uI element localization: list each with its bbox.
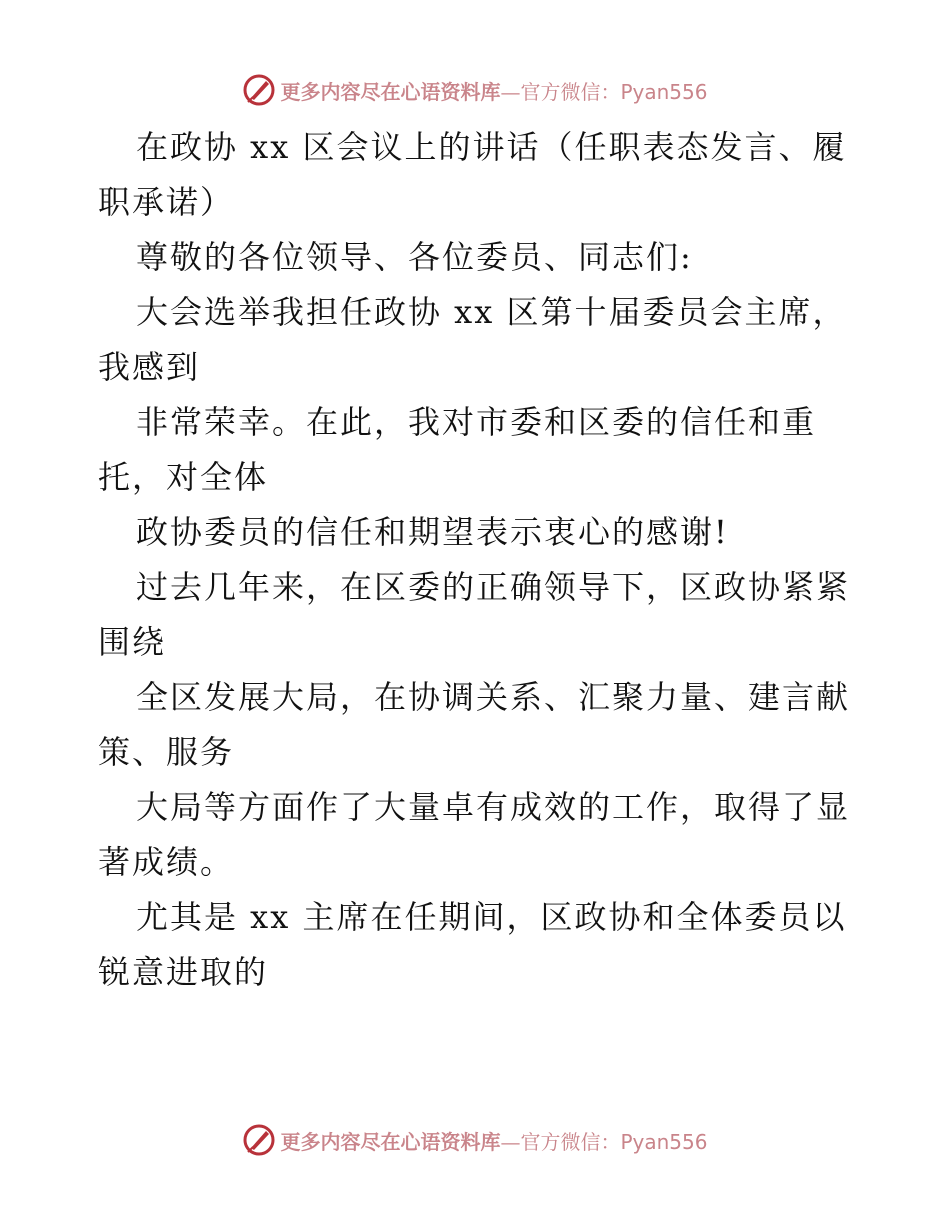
body-line: 锐意进取的: [98, 953, 269, 991]
header-banner-text: [280, 76, 707, 105]
body-line: 在政协 xx 区会议上的讲话（任职表态发言、履: [136, 128, 847, 166]
body-line: 我感到: [98, 348, 201, 386]
footer-banner-text: [280, 1126, 707, 1155]
header-banner: [0, 70, 950, 110]
document-body: [98, 120, 858, 1000]
body-line: 托，对全体: [98, 458, 269, 496]
body-line: 过去几年来，在区委的正确领导下，区政协紧紧: [136, 568, 851, 606]
body-line: 非常荣幸。在此，我对市委和区委的信任和重: [136, 403, 817, 441]
body-line: 政协委员的信任和期望表示衷心的感谢!: [136, 513, 729, 551]
footer-banner-contact: 官方微信：Pyan556: [520, 1129, 708, 1154]
quill-logo-icon: [242, 1123, 276, 1157]
header-banner-dash: —: [500, 79, 521, 104]
footer-banner: [0, 1120, 950, 1160]
body-line: 大局等方面作了大量卓有成效的工作，取得了显: [136, 788, 851, 826]
body-line: 围绕: [98, 623, 167, 661]
body-line: 职承诺）: [98, 183, 235, 221]
footer-banner-main: 更多内容尽在心语资料库: [280, 1129, 501, 1154]
header-banner-main: 更多内容尽在心语资料库: [280, 79, 501, 104]
header-banner-contact: 官方微信：Pyan556: [520, 79, 708, 104]
footer-banner-dash: —: [500, 1129, 521, 1154]
body-line: 全区发展大局，在协调关系、汇聚力量、建言献: [136, 678, 851, 716]
body-line: 尊敬的各位领导、各位委员、同志们:: [136, 238, 693, 276]
body-line: 著成绩。: [98, 843, 235, 881]
body-line: 策、服务: [98, 733, 235, 771]
quill-logo-icon: [242, 73, 276, 107]
body-line: 尤其是 xx 主席在任期间，区政协和全体委员以: [136, 898, 847, 936]
body-line: 大会选举我担任政协 xx 区第十届委员会主席，: [136, 293, 847, 331]
